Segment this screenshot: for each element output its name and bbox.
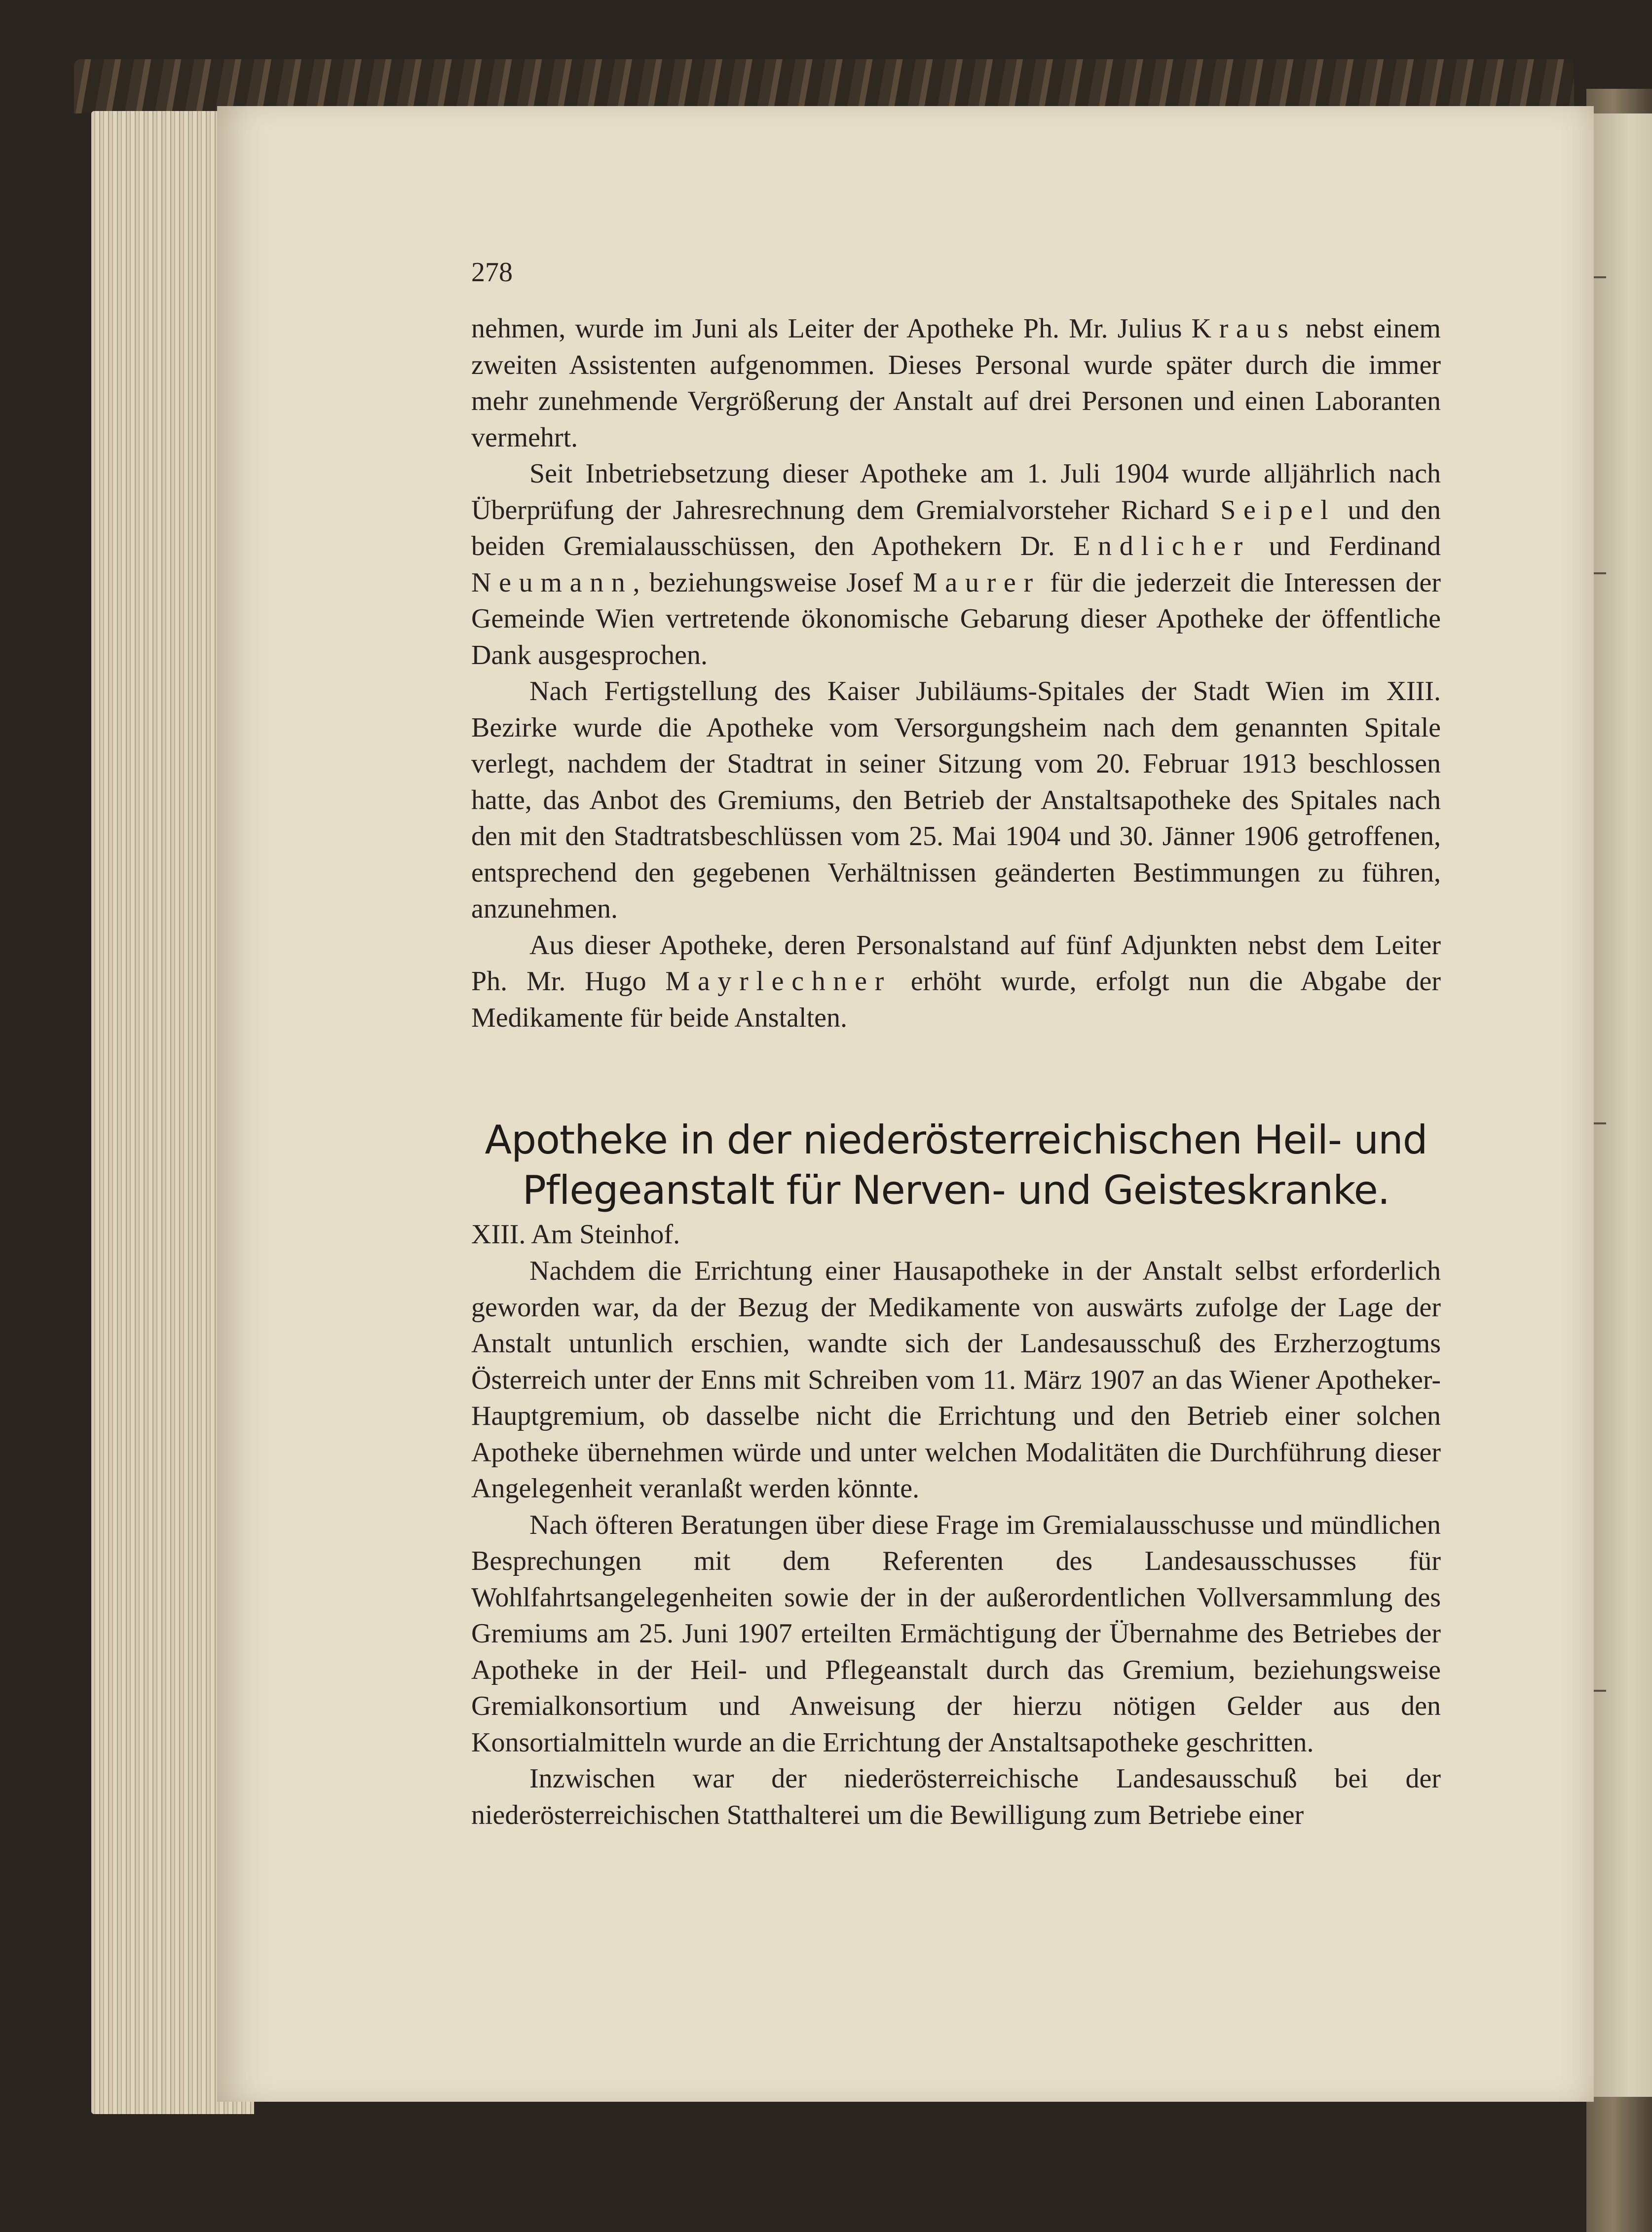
name-spaced: Mayrlechner: [665, 966, 892, 997]
book-spine-top: [74, 59, 1574, 113]
text-run: Seit Inbetriebsetzung dieser Apotheke am 1. Juli 1904 wurde alljährlich nach Überprüfung der Jahresrechnung dem Gremialvorsteher Richard: [471, 458, 1441, 525]
text-run: für die jederzeit die Interessen der Gemeinde Wien vertretende ökonomische Gebarung dieser Apotheke der öffentliche Dank ausgesprochen.: [471, 567, 1441, 670]
name-spaced: Maurer: [912, 567, 1041, 598]
section-subheading: XIII. Am Steinhof.: [471, 1219, 680, 1250]
text-run: nebst einem zweiten Assistenten aufgenommen. Dieses Personal wurde später durch die immer mehr zunehmende Vergrößerung der Anstalt auf drei Personen und einen Laboranten vermehrt.: [471, 313, 1441, 453]
section-heading: [471, 1115, 1441, 1216]
paragraph: [471, 456, 1441, 673]
paragraph: Inzwischen war der niederösterreichische Landesausschuß bei der niederösterreichischen Statthalterei um die Bewilligung zum Betriebe einer: [471, 1763, 1441, 1830]
text-run: erhöht wurde, erfolgt nun die Abgabe der Medikamente für beide Anstalten.: [471, 966, 1441, 1033]
name-spaced: Endlicher: [1073, 531, 1250, 561]
text-run: und den beiden Gremialausschüssen, den Apothekern Dr.: [471, 494, 1441, 561]
paragraph: Nach Fertigstellung des Kaiser Jubiläums-Spitales der Stadt Wien im XIII. Bezirke wurde die Apotheke vom Versorgungsheim nach dem genannten Spitale verlegt, nachdem der Stadtrat in seiner Sitzung vom 20. Februar 1913 beschlossen hatte, das Anbot des Gremiums, den Betrieb der Anstaltsapotheke des Spitales nach den mit den Stadtratsbeschlüssen vom 25. Mai 1904 und 30. Jänner 1906 getroffenen, entsprechend den gegebenen Verhältnissen geänderten Bestimmungen zu führen, anzunehmen.: [471, 676, 1441, 924]
name-spaced: Seipel: [1220, 494, 1336, 525]
name-spaced: Neumann: [471, 567, 633, 598]
facing-page-edge: [1594, 113, 1652, 2097]
heading-line: Pflegeanstalt für Nerven- und Geisteskranke.: [522, 1167, 1390, 1213]
text-run: Aus dieser Apotheke, deren Personalstand auf fünf Adjunkten nebst dem Leiter Ph. Mr. Hugo: [471, 930, 1441, 997]
paragraph: [471, 928, 1441, 1037]
page-body: [471, 311, 1441, 1833]
paragraph: Nach öfteren Beratungen über diese Frage im Gremialausschusse und mündlichen Besprechungen mit dem Referenten des Landesausschusses für Wohlfahrtsangelegenheiten sowie der in der außerordentlichen Vollversammlung des Gremiums am 25. Juni 1907 erteilten Ermächtigung der Übernahme des Betriebes der Apotheke in der Heil- und Pflegeanstalt durch das Gremium, beziehungsweise Gremialkonsortium und Anweisung der hierzu nötigen Gelder aus den Konsortialmitteln wurde an die Errichtung der Anstaltsapotheke geschritten.: [471, 1509, 1441, 1758]
paragraph: Nachdem die Errichtung einer Hausapotheke in der Anstalt selbst erforderlich geworden war, da der Bezug der Medikamente von auswärts zufolge der Lage der Anstalt untunlich erschien, wandte sich der Landesausschuß des Erzherzogtums Österreich unter der Enns mit Schreiben vom 11. März 1907 an das Wiener Apotheker-Hauptgremium, ob dasselbe nicht die Errichtung und den Betrieb einer solchen Apotheke übernehmen würde und unter welchen Modalitäten die Durchführung dieser Angelegenheit veranlaßt werden könnte.: [471, 1256, 1441, 1504]
paragraph: [471, 311, 1441, 456]
heading-line: Apotheke in der niederösterreichischen Heil- und: [485, 1117, 1427, 1163]
name-spaced: Kraus: [1191, 313, 1296, 344]
text-run: und Ferdinand: [1250, 531, 1441, 561]
page-number: 278: [471, 257, 513, 288]
text-run: , beziehungsweise Josef: [633, 567, 913, 598]
text-run: nehmen, wurde im Juni als Leiter der Apotheke Ph. Mr. Julius: [471, 313, 1192, 344]
